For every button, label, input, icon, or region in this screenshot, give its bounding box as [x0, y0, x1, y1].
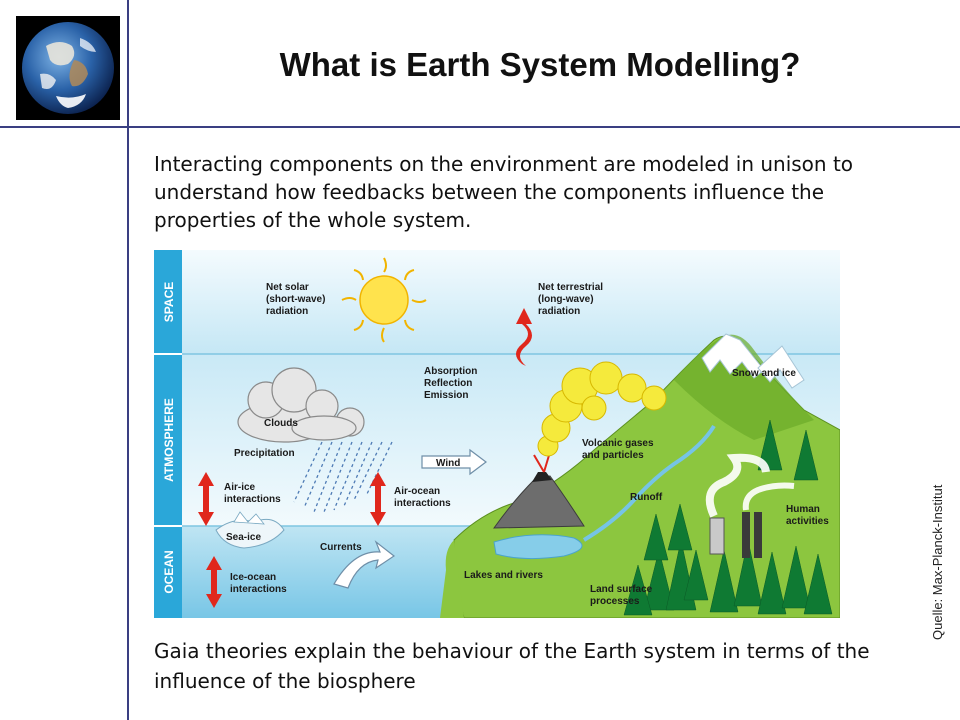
clouds-label: Clouds — [264, 418, 298, 429]
human-label-1: Human — [786, 504, 820, 515]
lakes-label: Lakes and rivers — [464, 570, 543, 581]
net-terrestrial-label-1: Net terrestrial — [538, 282, 604, 293]
sun-icon — [342, 258, 426, 342]
precipitation-label: Precipitation — [234, 448, 295, 459]
land-surface-label-1: Land surface — [590, 584, 653, 595]
earth-globe-icon — [16, 16, 120, 120]
atmosphere-layer-label: ATMOSPHERE — [162, 398, 176, 482]
earth-system-diagram — [154, 250, 840, 618]
ice-ocean-label-1: Ice-ocean — [230, 572, 277, 583]
land-surface-label-2: processes — [590, 596, 640, 607]
air-ice-label-2: interactions — [224, 494, 281, 505]
volcanic-label-2: and particles — [582, 450, 644, 461]
net-terrestrial-label-3: radiation — [538, 306, 581, 317]
air-ocean-label-1: Air-ocean — [394, 486, 441, 497]
absorption-label: Absorption — [424, 366, 478, 377]
intro-paragraph: Interacting components on the environment are modeled in unison to understand how feedbacks between the components influence the properties of the whole system. — [154, 152, 854, 232]
vertical-divider — [127, 0, 129, 720]
sea-ice-label: Sea-ice — [226, 532, 262, 543]
net-solar-label-3: radiation — [266, 306, 309, 317]
runoff-label: Runoff — [630, 492, 663, 503]
currents-label: Currents — [320, 542, 362, 553]
air-ice-label-1: Air-ice — [224, 482, 256, 493]
snow-ice-label: Snow and ice — [732, 368, 796, 379]
source-credit: Quelle: Max-Planck-Institut — [930, 484, 945, 640]
ice-ocean-label-2: interactions — [230, 584, 287, 595]
volcanic-label-1: Volcanic gases — [582, 438, 654, 449]
reflection-label: Reflection — [424, 378, 473, 389]
net-solar-label-1: Net solar — [266, 282, 309, 293]
air-ocean-label-2: interactions — [394, 498, 451, 509]
space-layer-label: SPACE — [162, 281, 176, 323]
gaia-paragraph: Gaia theories explain the behaviour of the Earth system in terms of the influence of the biosphere — [154, 639, 870, 693]
human-label-2: activities — [786, 516, 829, 527]
horizontal-divider — [0, 126, 960, 128]
lake — [494, 535, 582, 559]
wind-label: Wind — [436, 458, 461, 469]
ocean-layer-label: OCEAN — [162, 550, 176, 594]
emission-label: Emission — [424, 390, 469, 401]
net-solar-label-2: (short-wave) — [266, 294, 326, 305]
net-terrestrial-label-2: (long-wave) — [538, 294, 594, 305]
page-title: What is Earth System Modelling? — [279, 46, 801, 83]
